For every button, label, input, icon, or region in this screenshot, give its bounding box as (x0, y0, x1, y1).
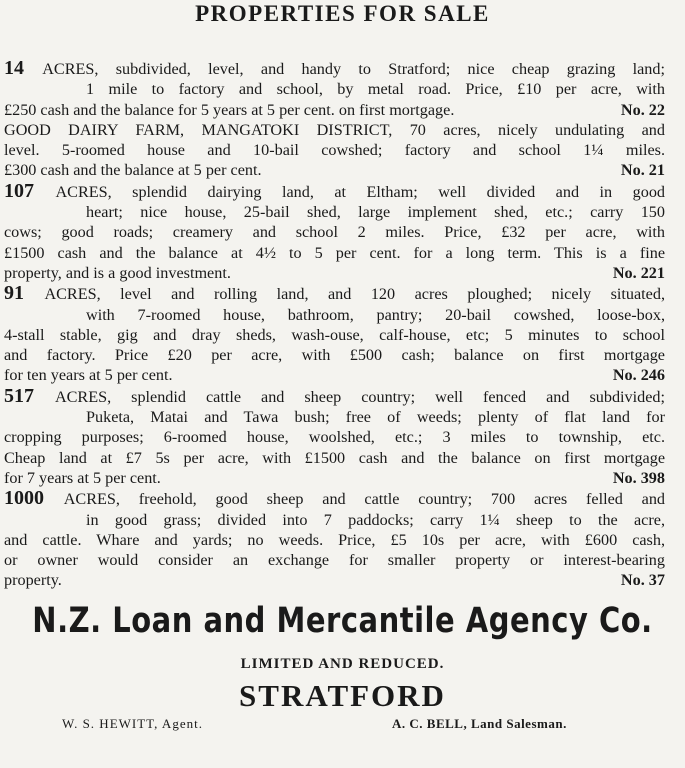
town-name: STRATFORD (239, 678, 446, 713)
listing-line: level. 5-roomed house and 10-bail cowshed; factory and school 1¼ miles. (4, 141, 665, 160)
salesman-name: A. C. BELL, Land Salesman. (392, 716, 567, 731)
listing-line: No. 398 for 7 years at 5 per cent. (4, 468, 665, 487)
listing (4, 283, 665, 385)
listing-line: 1000 ACRES, freehold, good sheep and cattle country; 700 acres felled and (4, 488, 665, 510)
listing-line: cows; good roads; creamery and school 2 miles. Price, £32 per acre, with (4, 223, 665, 242)
listing-number: No. 246 (612, 366, 665, 385)
listing-acreage: 1000 (4, 488, 64, 510)
listing-line: heart; nice house, 25-bail shed, large implement shed, etc.; carry 150 (86, 203, 665, 222)
listing-line: 4-stall stable, gig and dray sheds, wash-ouse, calf-house, etc; 5 minutes to school (4, 325, 665, 344)
company-subtitle: LIMITED AND REDUCED. (240, 656, 445, 672)
listing (4, 181, 665, 283)
listing-line: or owner would consider an exchange for smaller property or interest-bearing (4, 551, 665, 570)
listing (4, 386, 665, 488)
listing-line: and cattle. Whare and yards; no weeds. Price, £5 10s per acre, with £600 cash, (4, 530, 665, 549)
listing-line: GOOD DAIRY FARM, MANGATOKI DISTRICT, 70 acres, nicely undulating and (4, 120, 665, 139)
listing-line: with 7-roomed house, bathroom, pantry; 20-bail cowshed, loose-box, (86, 305, 665, 324)
listing-number: No. 398 (612, 468, 665, 487)
listing-line: No. 22 £250 cash and the balance for 5 years at 5 per cent. on first mortgage. (4, 100, 665, 119)
listing-line: No. 37 property. (4, 571, 665, 590)
listing-line: £1500 cash and the balance at 4½ to 5 per cent. for a long term. This is a fine (4, 243, 665, 262)
listing-line: No. 221 property, and is a good investment. (4, 263, 665, 282)
listing-line: No. 246 for ten years at 5 per cent. (4, 366, 665, 385)
listing-line: 14 ACRES, subdivided, level, and handy to Stratford; nice cheap grazing land; (4, 58, 665, 79)
listing-number: No. 221 (612, 263, 665, 282)
listing-line: Cheap land at £7 5s per acre, with £1500 cash and the balance on first mortgage (4, 448, 665, 467)
listing-acreage: 91 (4, 283, 45, 305)
listing (4, 488, 665, 590)
listing-acreage: 517 (4, 385, 55, 407)
listing-line: 1 mile to factory and school, by metal road. Price, £10 per acre, with (86, 80, 665, 99)
listing-line: cropping purposes; 6-roomed house, woolshed, etc.; 3 miles to township, etc. (4, 428, 665, 447)
listing (4, 120, 665, 181)
agent-name: W. S. HEWITT, Agent. (62, 716, 203, 731)
company-name: N.Z. Loan and Mercantile Agency Co. (32, 599, 653, 641)
listing-number: No. 21 (620, 161, 665, 180)
agents-line (0, 716, 685, 740)
listing-line: in good grass; divided into 7 paddocks; carry 1¼ sheep to the acre, (86, 510, 665, 529)
listing-line: No. 21 £300 cash and the balance at 5 per cent. (4, 161, 665, 180)
listing-line: 517 ACRES, splendid cattle and sheep country; well fenced and subdivided; (4, 385, 665, 407)
listing-line: 91 ACRES, level and rolling land, and 120 acres ploughed; nicely situated, (4, 283, 665, 305)
listing-number: No. 37 (620, 571, 665, 590)
listing-line: Puketa, Matai and Tawa bush; free of weeds; plenty of flat land for (86, 408, 665, 427)
listings (4, 58, 665, 591)
listing-line: and factory. Price £20 per acre, with £500 cash; balance on first mortgage (4, 346, 665, 365)
listing-acreage: 14 (4, 58, 43, 79)
listing-line: 107 ACRES, splendid dairying land, at Eltham; well divided and in good (4, 180, 665, 202)
listing (4, 58, 665, 120)
listing-number: No. 22 (620, 100, 665, 119)
listing-acreage: 107 (4, 180, 56, 202)
page-title: PROPERTIES FOR SALE (195, 1, 490, 26)
